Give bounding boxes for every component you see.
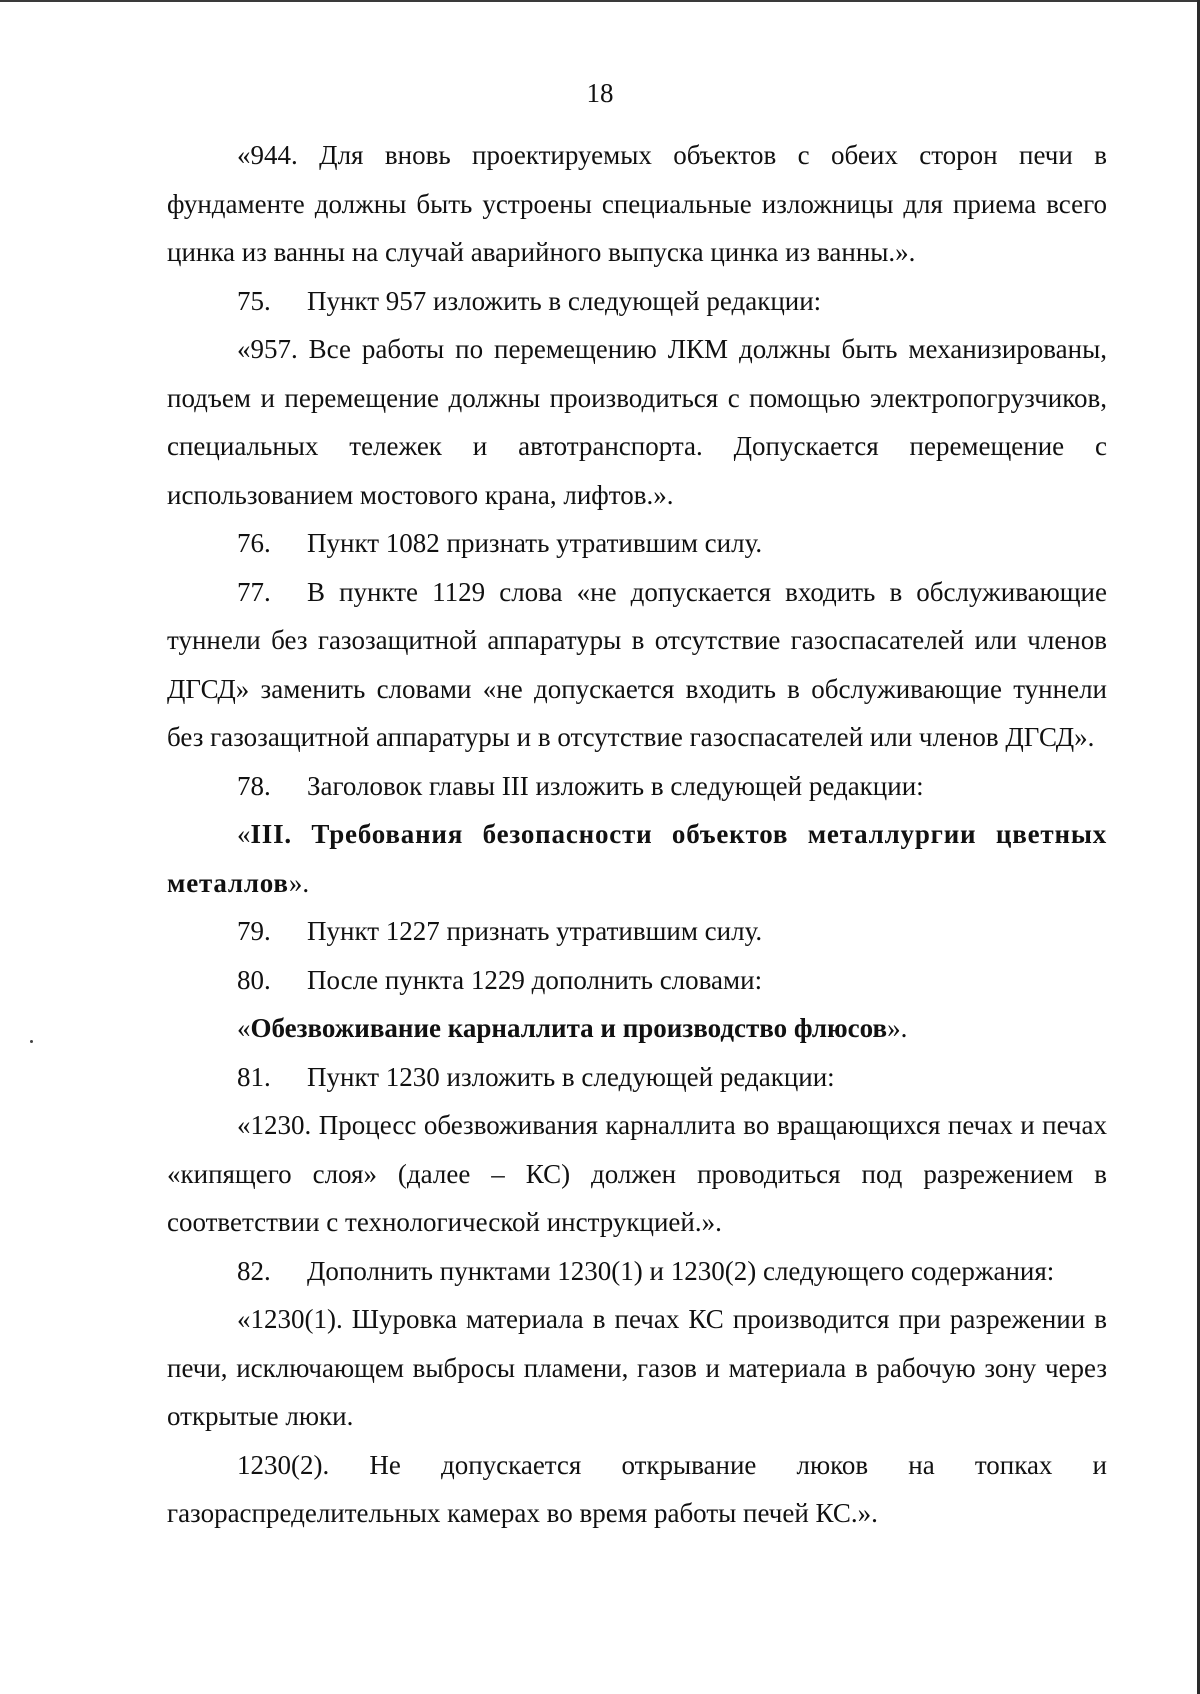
item-82: [167, 1247, 1107, 1296]
paragraph-957: «957. Все работы по перемещению ЛКМ должны быть механизированы, подъем и перемещение должны производиться с помощью электропогрузчиков, специальных тележек и автотранспорта. Допускается перемещение с использованием мостового крана, лифтов.».: [167, 334, 1107, 510]
chapter-3-title: III. Требования безопасности объектов металлургии цветных металлов: [167, 819, 1107, 898]
quote-close: ».: [288, 867, 310, 898]
paragraph-1230: «1230. Процесс обезвоживания карналлита во вращающихся печах и печах «кипящего слоя» (далее – КС) должен проводиться под разрежением в соответствии с технологической инструкцией.».: [167, 1110, 1107, 1237]
item-number: 79.: [237, 916, 271, 946]
item-number: 81.: [237, 1061, 271, 1092]
item-80: [167, 956, 1107, 1005]
item-76: [167, 519, 1107, 568]
item-text: В пункте 1129 слова «не допускается входить в обслуживающие туннели без газозащитной аппаратуры в отсутствие газоспасателей или членов ДГСД» заменить словами «не допускается входить в обслуживающие туннели без газозащитной аппаратуры и в отсутствие газоспасателей или членов ДГСД».: [167, 576, 1107, 752]
document-body: [167, 131, 1107, 1538]
item-text: Пункт 1230 изложить в следующей редакции:: [307, 1061, 835, 1092]
item-text: Пункт 957 изложить в следующей редакции:: [307, 285, 822, 316]
item-number: 76.: [237, 528, 271, 558]
scan-top-edge: [0, 0, 1200, 2]
item-81: [167, 1053, 1107, 1102]
item-77: [167, 568, 1107, 762]
item-79: [167, 907, 1107, 956]
item-text: После пункта 1229 дополнить словами:: [307, 964, 763, 995]
item-text: Пункт 1227 признать утратившим силу.: [307, 916, 763, 946]
item-75: [167, 277, 1107, 326]
item-text: Пункт 1082 признать утратившим силу.: [307, 528, 763, 558]
paragraph-944: «944. Для вновь проектируемых объектов с обеих сторон печи в фундаменте должны быть устроены специальные изложницы для приема всего цинка из ванны на случай аварийного выпуска цинка из ванны.».: [167, 140, 1107, 267]
item-number: 75.: [237, 285, 271, 316]
quote-open: «: [237, 819, 251, 849]
item-number: 80.: [237, 964, 271, 995]
item-number: 77.: [237, 576, 271, 607]
item-78: [167, 762, 1107, 811]
paragraph-1230-1: «1230(1). Шуровка материала в печах КС производится при разрежении в печи, исключающем выбросы пламени, газов и материала в рабочую зону через открытые люки.: [167, 1304, 1107, 1431]
carnallite-title: Обезвоживание карналлита и производство флюсов: [250, 1013, 888, 1043]
item-text: Заголовок главы III изложить в следующей редакции:: [307, 770, 924, 801]
chapter-3-heading: [167, 810, 1107, 907]
paragraph-1230-2: 1230(2). Не допускается открывание люков на топках и газораспределительных камерах во время работы печей КС.».: [167, 1449, 1107, 1528]
scan-speck: [30, 1040, 33, 1043]
item-text: Дополнить пунктами 1230(1) и 1230(2) следующего содержания:: [307, 1255, 1055, 1286]
page-number: 18: [586, 78, 614, 108]
item-number: 82.: [237, 1255, 271, 1286]
item-number: 78.: [237, 770, 271, 801]
quote-close: ».: [887, 1013, 908, 1043]
quote-open: «: [237, 1013, 251, 1043]
carnallite-heading: [167, 1004, 1107, 1053]
